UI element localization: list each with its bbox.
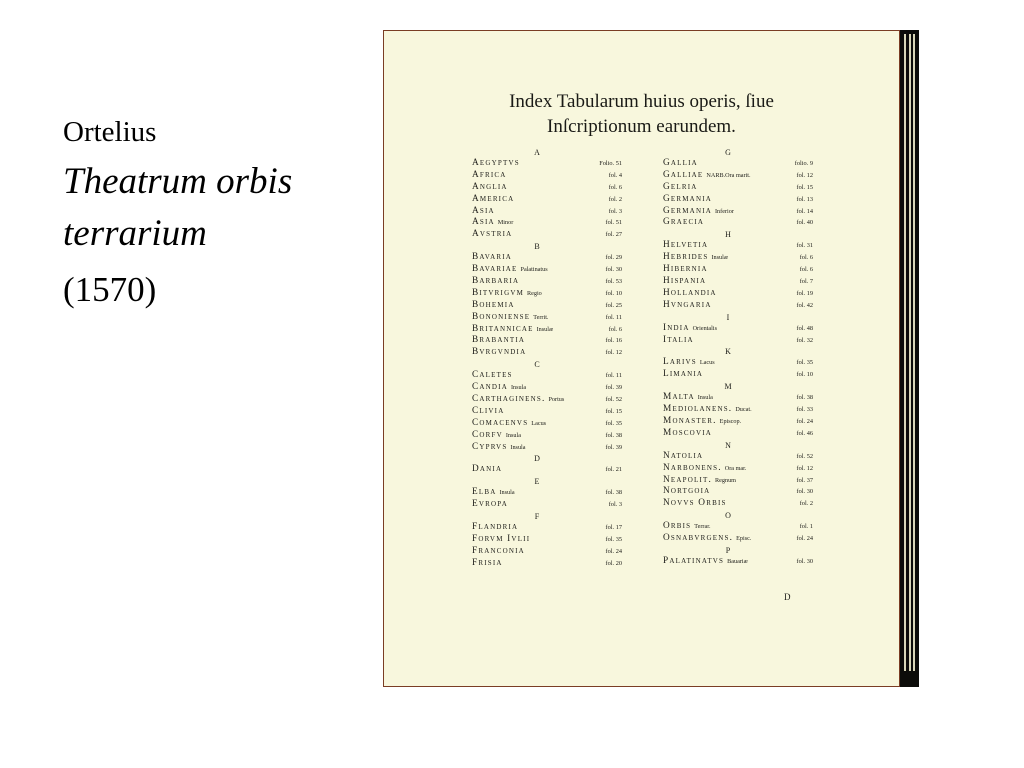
index-entry — [663, 206, 813, 218]
index-entry-name: Anglia — [472, 181, 508, 192]
index-entry-folio: fol. 2 — [799, 500, 813, 508]
index-entry — [663, 217, 813, 229]
index-letter-heading: N — [725, 440, 731, 450]
index-entry-name: Nortgoia — [663, 486, 711, 497]
index-entry-name: Larivs — [663, 357, 697, 368]
index-entry — [472, 170, 622, 182]
page-edge — [904, 34, 906, 671]
index-entry-name: Natolia — [663, 450, 704, 461]
index-entry-qualifier: Insula — [510, 384, 527, 392]
index-entry-name: Italia — [663, 334, 694, 345]
index-entry-folio: fol. 6 — [799, 266, 813, 274]
index-entry — [663, 404, 813, 416]
index-entry — [472, 252, 622, 264]
index-title-line-2: Inſcriptionum earundem. — [547, 116, 736, 137]
index-entry — [663, 556, 813, 568]
index-entry — [663, 276, 813, 288]
index-entry-folio: fol. 20 — [605, 559, 622, 567]
index-entry-name: Hvngaria — [663, 299, 712, 310]
index-entry-qualifier: Insula — [697, 394, 713, 402]
index-entry-folio: fol. 46 — [796, 429, 813, 437]
index-entry — [472, 182, 622, 194]
index-letter-heading: C — [534, 360, 540, 370]
index-entry — [472, 370, 622, 382]
index-entry-name: Hispania — [663, 276, 707, 287]
index-entry-qualifier: Ducat. — [735, 406, 752, 414]
index-entry-name: Africa — [472, 169, 507, 180]
index-entry-name: Germania — [663, 205, 712, 216]
index-entry — [472, 430, 622, 442]
index-entry-folio: fol. 12 — [796, 464, 813, 472]
index-entry — [472, 300, 622, 312]
index-entry-name: Limania — [663, 369, 704, 380]
slide-text-block — [63, 108, 363, 318]
index-entry — [663, 240, 813, 252]
index-entry-folio: fol. 16 — [605, 337, 622, 345]
index-entry-folio: fol. 24 — [605, 547, 622, 555]
index-entry-qualifier: NARB.Ora marit. — [706, 171, 751, 179]
index-entry-qualifier: Territ. — [533, 313, 549, 321]
index-entry-qualifier: Portus — [548, 396, 565, 404]
index-entry-folio: fol. 25 — [605, 301, 622, 309]
index-left-column — [472, 147, 622, 570]
index-entry-folio: fol. 27 — [605, 231, 622, 239]
index-entry — [472, 229, 622, 241]
index-entry-name: Candia — [472, 382, 508, 393]
index-entry — [472, 406, 622, 418]
index-entry — [472, 464, 622, 476]
index-entry-qualifier: Episc. — [736, 535, 752, 543]
index-entry — [472, 558, 622, 570]
page-edge — [909, 34, 911, 671]
index-entry-name: Mediolanens. — [663, 404, 733, 415]
index-entry — [472, 487, 622, 499]
index-entry — [472, 217, 622, 229]
index-entry — [663, 357, 813, 369]
index-entry — [472, 276, 622, 288]
index-entry-qualifier: Episcop. — [719, 418, 742, 426]
index-entry-name: Gallia — [663, 158, 698, 168]
index-entry-folio: fol. 37 — [796, 476, 813, 484]
index-entry-folio: fol. 33 — [796, 406, 813, 414]
index-entry — [663, 369, 813, 381]
index-letter-heading: K — [725, 347, 731, 357]
index-entry-folio: fol. 52 — [796, 452, 813, 460]
index-entry-name: Evropa — [472, 499, 508, 510]
index-entry — [472, 499, 622, 511]
index-entry-name: Hibernia — [663, 264, 708, 275]
index-page — [383, 30, 900, 687]
index-letter-heading: H — [725, 230, 731, 240]
index-letter-heading: O — [725, 511, 731, 521]
index-entry-name: Britannicae — [472, 323, 534, 334]
index-entry-name: Gelria — [663, 181, 698, 192]
index-entry — [472, 335, 622, 347]
index-entry-name: Palatinatvs — [663, 556, 725, 567]
index-entry-folio: fol. 35 — [796, 359, 813, 367]
index-entry-qualifier: Palatinatus — [520, 266, 548, 274]
index-entry-folio: fol. 3 — [608, 207, 622, 215]
index-letter-heading: D — [534, 454, 540, 464]
index-entry-name: America — [472, 193, 515, 204]
index-entry-name: Aegyptvs — [472, 158, 520, 168]
index-entry-name: Elba — [472, 487, 497, 498]
index-entry — [472, 534, 622, 546]
index-entry — [663, 521, 813, 533]
slide-author: Ortelius — [63, 116, 157, 148]
index-entry-name: Bononiense — [472, 311, 531, 322]
index-letter-heading: M — [724, 382, 732, 392]
index-entry-folio: fol. 12 — [796, 171, 813, 179]
index-entry-name: Neapolit. — [663, 474, 713, 485]
index-entry-qualifier: Terrar. — [694, 523, 711, 531]
index-entry — [663, 475, 813, 487]
index-entry-name: Barbaria — [472, 276, 520, 287]
index-entry-name: Novvs Orbis — [663, 498, 727, 509]
index-entry-qualifier: Lacus — [699, 359, 715, 367]
index-entry-name: Orbis — [663, 521, 692, 532]
index-entry — [472, 382, 622, 394]
index-letter-heading: G — [725, 148, 731, 157]
slide-title-line-1: Theatrum orbis — [63, 161, 293, 202]
index-entry — [663, 252, 813, 264]
index-letter-heading: I — [726, 312, 730, 322]
index-entry-name: Asia — [472, 217, 495, 228]
index-entry — [472, 418, 622, 430]
index-letter-heading: A — [534, 148, 540, 157]
index-entry-qualifier: Orientalis — [692, 324, 717, 332]
index-entry-folio: fol. 38 — [605, 489, 622, 497]
index-entry — [663, 392, 813, 404]
index-entry-folio: fol. 7 — [799, 278, 813, 286]
index-entry-folio: fol. 38 — [605, 431, 622, 439]
index-entry-name: Monaster. — [663, 416, 717, 427]
index-entry-name: Caletes — [472, 370, 513, 381]
index-entry-name: Moscovia — [663, 427, 712, 438]
index-entry-folio: fol. 31 — [796, 242, 813, 250]
index-entry-name: Avstria — [472, 229, 513, 240]
index-entry-folio: fol. 11 — [605, 313, 622, 321]
index-right-column — [663, 147, 813, 568]
index-entry — [472, 158, 622, 170]
index-entry — [663, 498, 813, 510]
index-entry — [472, 324, 622, 336]
index-letter-heading: F — [534, 512, 540, 522]
index-title-line-1: Index Tabularum huius operis, ſiue — [509, 91, 774, 112]
index-entry-folio: fol. 52 — [605, 396, 622, 404]
index-entry-qualifier: Bauariæ — [727, 558, 748, 566]
page-edge — [913, 34, 915, 671]
book-page-image — [383, 30, 919, 687]
index-entry-folio: fol. 35 — [605, 419, 622, 427]
index-entry — [663, 486, 813, 498]
index-entry-name: Graecia — [663, 217, 705, 228]
index-entry-qualifier: Regio — [527, 289, 542, 297]
index-entry-folio: fol. 6 — [608, 325, 622, 333]
index-entry — [663, 416, 813, 428]
index-entry-folio: folio. 9 — [794, 160, 813, 167]
index-entry — [472, 394, 622, 406]
index-entry-folio: fol. 40 — [796, 219, 813, 227]
index-letter-heading: B — [534, 242, 540, 252]
index-entry-name: Germania — [663, 193, 712, 204]
index-entry-folio: fol. 19 — [796, 289, 813, 297]
index-entry — [663, 533, 813, 545]
index-entry-qualifier: Insulæ — [536, 325, 554, 333]
index-entry — [663, 158, 813, 170]
index-entry-folio: fol. 30 — [796, 558, 813, 566]
index-entry-folio: fol. 17 — [605, 524, 622, 532]
index-entry-name: Forvm Ivlii — [472, 534, 531, 545]
index-entry — [663, 182, 813, 194]
index-entry — [663, 323, 813, 335]
index-entry — [472, 288, 622, 300]
index-letter-heading: P — [725, 546, 731, 556]
index-entry-folio: fol. 30 — [605, 266, 622, 274]
index-entry — [663, 170, 813, 182]
index-entry — [663, 300, 813, 312]
index-entry-name: Brabantia — [472, 335, 526, 346]
index-entry-name: Hebrides — [663, 252, 709, 263]
index-entry-folio: fol. 48 — [796, 324, 813, 332]
index-entry-name: Corfv — [472, 429, 503, 440]
index-entry-folio: fol. 39 — [605, 384, 622, 392]
index-entry-name: Flandria — [472, 522, 519, 533]
index-entry — [472, 546, 622, 558]
index-entry — [663, 428, 813, 440]
index-entry-folio: fol. 10 — [605, 289, 622, 297]
index-entry-qualifier: Ora mar. — [724, 464, 747, 472]
index-entry — [472, 264, 622, 276]
index-entry-folio: fol. 32 — [796, 336, 813, 344]
index-entry-name: Malta — [663, 392, 695, 403]
index-entry-folio: fol. 12 — [605, 349, 622, 357]
index-entry-name: Bohemia — [472, 299, 515, 310]
slide-year: (1570) — [63, 270, 157, 309]
index-entry-folio: fol. 42 — [796, 301, 813, 309]
index-entry-name: India — [663, 322, 690, 333]
index-entry-folio: fol. 24 — [796, 418, 813, 426]
index-title — [384, 89, 899, 139]
index-entry-qualifier: Insulæ — [711, 254, 728, 262]
index-entry-folio: fol. 14 — [796, 207, 813, 215]
index-entry-name: Frisia — [472, 557, 503, 568]
index-entry — [663, 335, 813, 347]
index-entry-qualifier: Regnum — [715, 476, 736, 484]
index-entry-folio: fol. 6 — [799, 254, 813, 262]
catchword: D — [784, 592, 791, 602]
index-entry-name: Bavaria — [472, 252, 513, 263]
index-entry-folio: fol. 15 — [796, 183, 813, 191]
index-entry-qualifier: Insula — [510, 443, 526, 451]
index-entry — [472, 194, 622, 206]
index-entry — [472, 347, 622, 359]
index-entry-qualifier: Insula — [499, 489, 515, 497]
index-entry-name: Comacenvs — [472, 417, 529, 428]
index-entry-folio: fol. 10 — [796, 371, 813, 379]
index-entry-folio: fol. 15 — [605, 407, 622, 415]
index-entry-name: Cyprvs — [472, 441, 508, 452]
index-entry-folio: fol. 1 — [799, 523, 813, 531]
index-entry-name: Narbonens. — [663, 462, 722, 473]
index-entry-qualifier: Lacus — [531, 419, 547, 427]
index-entry-name: Dania — [472, 464, 503, 475]
index-entry-folio: fol. 30 — [796, 488, 813, 496]
index-entry — [663, 463, 813, 475]
index-entry-name: Clivia — [472, 405, 505, 416]
index-entry — [472, 206, 622, 218]
index-entry-name: Bvrgvndia — [472, 347, 527, 358]
index-entry-name: Bavariae — [472, 264, 518, 275]
index-entry-folio: fol. 38 — [796, 394, 813, 402]
index-entry-name: Hollandia — [663, 287, 717, 298]
index-entry-folio: fol. 11 — [605, 372, 622, 380]
index-entry-folio: fol. 24 — [796, 535, 813, 543]
index-entry-qualifier: Insula — [505, 431, 521, 439]
index-entry-qualifier: Minor — [497, 219, 514, 227]
index-entry-qualifier: Inferior — [714, 207, 734, 215]
index-entry-folio: fol. 3 — [608, 501, 622, 509]
index-entry-folio: fol. 21 — [605, 466, 622, 474]
index-entry-name: Galliae — [663, 169, 704, 180]
index-entry-folio: fol. 13 — [796, 195, 813, 203]
index-entry — [472, 522, 622, 534]
index-entry — [663, 194, 813, 206]
index-entry — [472, 312, 622, 324]
index-entry — [663, 264, 813, 276]
index-entry-folio: fol. 29 — [605, 254, 622, 262]
index-entry-name: Helvetia — [663, 240, 709, 251]
index-entry-name: Carthaginens. — [472, 394, 546, 405]
index-entry-folio: fol. 4 — [608, 171, 622, 179]
index-entry-folio: fol. 53 — [605, 278, 622, 286]
slide-title-line-2: terrarium — [63, 213, 207, 254]
index-entry-folio: Folio. 51 — [599, 160, 622, 167]
index-entry — [663, 451, 813, 463]
index-entry — [663, 288, 813, 300]
index-entry-folio: fol. 35 — [605, 536, 622, 544]
index-entry-folio: fol. 2 — [608, 195, 622, 203]
index-entry-name: Bitvrigvm — [472, 287, 524, 298]
index-entry-name: Osnabvrgens. — [663, 533, 734, 544]
index-letter-heading: E — [534, 477, 540, 487]
index-entry-folio: fol. 39 — [605, 443, 622, 451]
index-entry — [472, 442, 622, 454]
index-entry-folio: fol. 51 — [605, 219, 622, 227]
index-entry-name: Franconia — [472, 545, 525, 556]
index-entry-name: Asia — [472, 205, 495, 216]
index-entry-folio: fol. 6 — [608, 183, 622, 191]
